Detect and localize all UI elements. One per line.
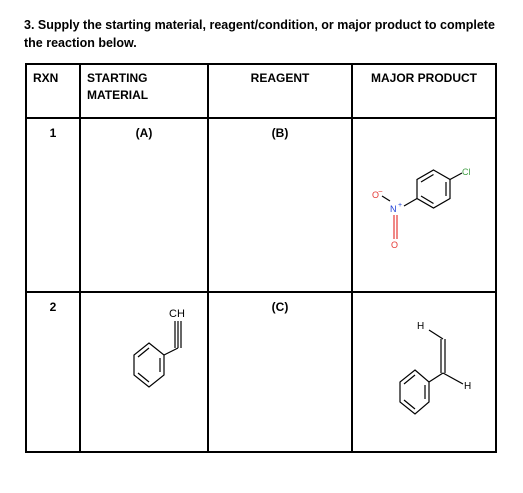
oxygen-charge-label: − [378, 187, 383, 196]
table-row [26, 118, 496, 292]
blank-label-a: (A) [135, 126, 153, 140]
cell-product-1 [352, 118, 496, 292]
header-rxn: RXN [33, 71, 59, 85]
cell-product-2 [352, 292, 496, 452]
reaction-table [25, 63, 497, 453]
c-h-bond [429, 330, 443, 339]
n-o-single-bond [382, 196, 390, 201]
ring-alkyne-bond [164, 348, 178, 355]
header-cell-product [352, 64, 496, 118]
double-bond-line [404, 400, 415, 409]
question-text: 3. Supply the starting material, reagent/condition, or major product to complete the reaction below. [24, 18, 495, 50]
c-cl-bond [450, 173, 462, 180]
header-major-product: MAJOR PRODUCT [370, 71, 477, 85]
phenylacetylene-structure [81, 293, 207, 451]
ch-label: CH [169, 308, 185, 320]
cell-reagent-2 [208, 292, 352, 452]
hydrogen-label-right: H [464, 381, 472, 392]
chlorine-atom-label: Cl [462, 167, 471, 177]
hydrogen-label-top: H [417, 321, 425, 332]
double-bond-line [138, 348, 149, 357]
blank-label-c: (C) [271, 300, 289, 314]
double-bond-line [138, 373, 149, 382]
c-n-bond [404, 199, 417, 207]
cell-reagent-1 [208, 118, 352, 292]
cell-starting-2 [80, 292, 208, 452]
cell-rxn-2 [26, 292, 80, 452]
header-cell-rxn [26, 64, 80, 118]
ring-vinyl-bond [429, 373, 443, 382]
c-h-bond [443, 373, 463, 384]
chloronitrobenzene-structure [353, 119, 495, 291]
rxn-number-2: 2 [49, 300, 57, 314]
oxygen-minus-label: O [372, 190, 380, 200]
nitrogen-atom-label: N [390, 204, 397, 214]
styrene-structure [353, 293, 495, 451]
header-starting-material: STARTING MATERIAL [87, 71, 149, 102]
header-cell-reagent [208, 64, 352, 118]
table-header-row [26, 64, 496, 118]
header-reagent: REAGENT [250, 71, 310, 85]
cell-rxn-1 [26, 118, 80, 292]
benzene-ring [417, 170, 450, 208]
oxygen-atom-label: O [391, 240, 399, 250]
table-row [26, 292, 496, 452]
double-bond-line [404, 375, 415, 384]
nitrogen-charge-label: + [398, 202, 403, 209]
header-cell-starting [80, 64, 208, 118]
rxn-number-1: 1 [49, 126, 57, 140]
blank-label-b: (B) [271, 126, 289, 140]
cell-starting-1 [80, 118, 208, 292]
